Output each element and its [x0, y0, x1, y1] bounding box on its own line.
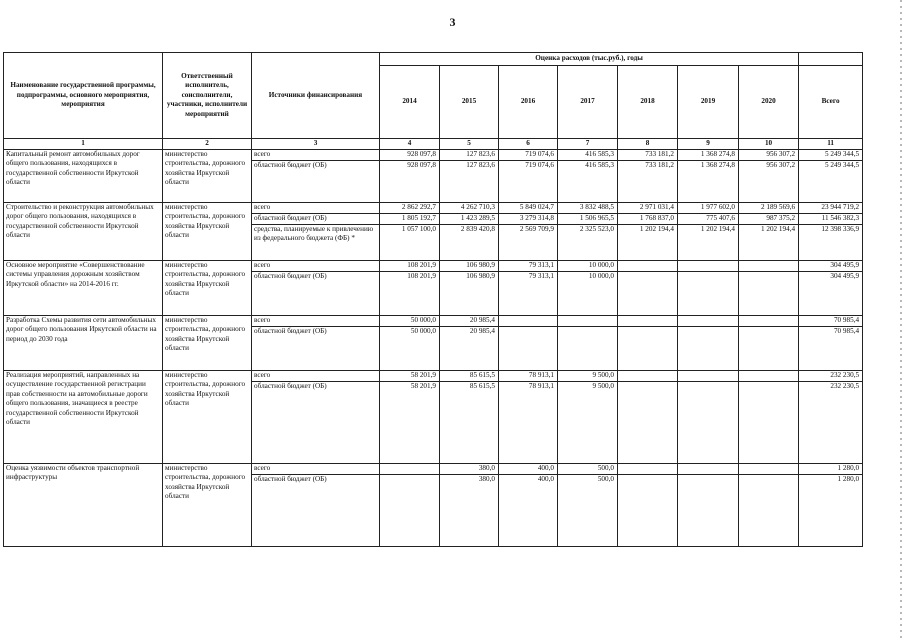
value-cell: 3 279 314,8 [499, 213, 558, 224]
column-number: 7 [558, 139, 618, 150]
value-cell [739, 463, 799, 474]
value-cell: 2 971 031,4 [618, 202, 678, 213]
header-year: 2015 [440, 66, 499, 139]
value-cell: 106 980,9 [440, 271, 499, 315]
total-cell: 5 249 344,5 [799, 160, 863, 202]
value-cell: 1 202 194,4 [618, 224, 678, 260]
total-cell: 304 495,9 [799, 260, 863, 271]
value-cell: 1 202 194,4 [678, 224, 739, 260]
value-cell [678, 326, 739, 370]
program-name: Разработка Схемы развития сети автомобильных дорог общего пользования Иркутской области на период до 2030 года [4, 315, 163, 370]
value-cell: 500,0 [558, 474, 618, 546]
header-year: 2017 [558, 66, 618, 139]
value-cell [380, 474, 440, 546]
responsible-executor: министерство строительства, дорожного хозяйства Иркутской области [163, 149, 252, 202]
value-cell: 79 313,1 [499, 260, 558, 271]
value-cell: 400,0 [499, 474, 558, 546]
program-name: Реализация мероприятий, направленных на осуществление государственной регистрации прав собственности на автомобильные дороги общего пользования, значащиеся в реестре государственной собственности Иркутской области [4, 370, 163, 463]
total-cell: 1 280,0 [799, 474, 863, 546]
value-cell [618, 260, 678, 271]
funding-source: областной бюджет (ОБ) [252, 381, 380, 463]
header-year: 2018 [618, 66, 678, 139]
column-number: 8 [618, 139, 678, 150]
funding-source: всего [252, 260, 380, 271]
value-cell: 2 325 523,0 [558, 224, 618, 260]
value-cell: 2 839 420,8 [440, 224, 499, 260]
header-year: 2020 [739, 66, 799, 139]
table-row [4, 260, 863, 271]
value-cell: 106 980,9 [440, 260, 499, 271]
value-cell: 380,0 [440, 463, 499, 474]
funding-source: всего [252, 370, 380, 381]
column-number: 11 [799, 139, 863, 150]
value-cell: 9 500,0 [558, 381, 618, 463]
value-cell: 78 913,1 [499, 370, 558, 381]
value-cell [618, 271, 678, 315]
table-row [4, 202, 863, 213]
value-cell: 380,0 [440, 474, 499, 546]
value-cell: 127 823,6 [440, 149, 499, 160]
responsible-executor: министерство строительства, дорожного хозяйства Иркутской области [163, 463, 252, 546]
value-cell: 78 913,1 [499, 381, 558, 463]
column-number: 3 [252, 139, 380, 150]
value-cell [678, 474, 739, 546]
total-cell: 11 546 382,3 [799, 213, 863, 224]
value-cell: 20 985,4 [440, 315, 499, 326]
value-cell [618, 463, 678, 474]
value-cell: 1 423 289,5 [440, 213, 499, 224]
value-cell [618, 326, 678, 370]
column-number: 9 [678, 139, 739, 150]
total-cell: 1 280,0 [799, 463, 863, 474]
value-cell: 85 615,5 [440, 381, 499, 463]
value-cell [739, 326, 799, 370]
value-cell [678, 463, 739, 474]
value-cell: 775 407,6 [678, 213, 739, 224]
value-cell: 500,0 [558, 463, 618, 474]
value-cell: 127 823,6 [440, 160, 499, 202]
total-cell: 5 249 344,5 [799, 149, 863, 160]
value-cell: 1 057 100,0 [380, 224, 440, 260]
value-cell [380, 463, 440, 474]
value-cell: 85 615,5 [440, 370, 499, 381]
value-cell [678, 260, 739, 271]
value-cell [499, 315, 558, 326]
responsible-executor: министерство строительства, дорожного хозяйства Иркутской области [163, 370, 252, 463]
value-cell: 1 368 274,8 [678, 160, 739, 202]
value-cell: 1 202 194,4 [739, 224, 799, 260]
header-year: 2019 [678, 66, 739, 139]
value-cell: 20 985,4 [440, 326, 499, 370]
value-cell: 1 977 602,0 [678, 202, 739, 213]
table-row [4, 463, 863, 474]
total-cell: 232 230,5 [799, 370, 863, 381]
responsible-executor: министерство строительства, дорожного хозяйства Иркутской области [163, 260, 252, 315]
value-cell: 1 805 192,7 [380, 213, 440, 224]
responsible-executor: министерство строительства, дорожного хозяйства Иркутской области [163, 315, 252, 370]
funding-source: всего [252, 149, 380, 160]
header-total: Всего [799, 66, 863, 139]
funding-source: всего [252, 315, 380, 326]
value-cell [618, 381, 678, 463]
value-cell: 928 097,8 [380, 160, 440, 202]
program-name: Строительство и реконструкция автомобильных дорог общего пользования, находящихся в государственной собственности Иркутской области [4, 202, 163, 260]
program-name: Основное мероприятие «Совершенствование системы управления дорожным хозяйством Иркутской области» на 2014-2016 гг. [4, 260, 163, 315]
value-cell [739, 381, 799, 463]
value-cell [499, 326, 558, 370]
table-row [4, 315, 863, 326]
column-number: 6 [499, 139, 558, 150]
value-cell [678, 370, 739, 381]
page-number: 3 [449, 15, 456, 29]
value-cell [618, 315, 678, 326]
value-cell [739, 271, 799, 315]
program-name: Капитальный ремонт автомобильных дорог общего пользования, находящихся в государственной собственности Иркутской области [4, 149, 163, 202]
total-cell: 232 230,5 [799, 381, 863, 463]
value-cell: 79 313,1 [499, 271, 558, 315]
value-cell: 50 000,0 [380, 315, 440, 326]
header-year: 2016 [499, 66, 558, 139]
value-cell: 1 368 274,8 [678, 149, 739, 160]
value-cell: 108 201,9 [380, 260, 440, 271]
value-cell: 956 307,2 [739, 160, 799, 202]
header-responsible: Ответственный исполнитель, соисполнители, участники, исполнители мероприятий [163, 53, 252, 139]
column-number: 1 [4, 139, 163, 150]
value-cell: 3 832 488,5 [558, 202, 618, 213]
funding-source: областной бюджет (ОБ) [252, 271, 380, 315]
responsible-executor: министерство строительства, дорожного хозяйства Иркутской области [163, 202, 252, 260]
value-cell [739, 370, 799, 381]
total-cell: 70 985,4 [799, 326, 863, 370]
value-cell: 4 262 710,3 [440, 202, 499, 213]
value-cell: 2 862 292,7 [380, 202, 440, 213]
scan-edge-artifact [900, 0, 902, 640]
value-cell: 1 768 837,0 [618, 213, 678, 224]
value-cell: 928 097,8 [380, 149, 440, 160]
value-cell: 1 506 965,5 [558, 213, 618, 224]
value-cell: 400,0 [499, 463, 558, 474]
total-cell: 304 495,9 [799, 271, 863, 315]
value-cell: 5 849 024,7 [499, 202, 558, 213]
total-cell: 23 944 719,2 [799, 202, 863, 213]
program-name: Оценка уязвимости объектов транспортной инфраструктуры [4, 463, 163, 546]
value-cell [558, 315, 618, 326]
value-cell [739, 474, 799, 546]
header-source: Источники финансирования [252, 53, 380, 139]
value-cell [739, 315, 799, 326]
value-cell [618, 370, 678, 381]
header-name: Наименование государственной программы, подпрограммы, основного мероприятия, мероприятия [4, 53, 163, 139]
funding-source: областной бюджет (ОБ) [252, 213, 380, 224]
value-cell: 987 375,2 [739, 213, 799, 224]
value-cell [678, 381, 739, 463]
value-cell: 108 201,9 [380, 271, 440, 315]
table-row [4, 149, 863, 160]
value-cell: 416 585,3 [558, 149, 618, 160]
value-cell: 58 201,9 [380, 370, 440, 381]
table-body [4, 149, 863, 546]
value-cell: 50 000,0 [380, 326, 440, 370]
value-cell: 2 189 569,6 [739, 202, 799, 213]
value-cell [739, 260, 799, 271]
value-cell: 58 201,9 [380, 381, 440, 463]
column-number: 5 [440, 139, 499, 150]
value-cell: 9 500,0 [558, 370, 618, 381]
column-number: 10 [739, 139, 799, 150]
column-number: 2 [163, 139, 252, 150]
value-cell [618, 474, 678, 546]
funding-source: средства, планируемые к привлечению из федерального бюджета (ФБ) * [252, 224, 380, 260]
total-cell: 12 398 336,9 [799, 224, 863, 260]
total-cell: 70 985,4 [799, 315, 863, 326]
expenditure-table [3, 52, 863, 547]
value-cell: 10 000,0 [558, 271, 618, 315]
table-row [4, 370, 863, 381]
header-year: 2014 [380, 66, 440, 139]
value-cell: 733 181,2 [618, 160, 678, 202]
funding-source: областной бюджет (ОБ) [252, 326, 380, 370]
value-cell: 10 000,0 [558, 260, 618, 271]
funding-source: областной бюджет (ОБ) [252, 474, 380, 546]
header-estimate: Оценка расходов (тыс.руб.), годы [380, 53, 799, 66]
value-cell: 956 307,2 [739, 149, 799, 160]
column-number: 4 [380, 139, 440, 150]
funding-source: всего [252, 463, 380, 474]
funding-source: всего [252, 202, 380, 213]
value-cell [558, 326, 618, 370]
value-cell: 719 074,6 [499, 160, 558, 202]
value-cell: 733 181,2 [618, 149, 678, 160]
value-cell [678, 271, 739, 315]
funding-source: областной бюджет (ОБ) [252, 160, 380, 202]
header-estimate-blank [799, 53, 863, 66]
value-cell: 416 585,3 [558, 160, 618, 202]
value-cell [678, 315, 739, 326]
value-cell: 2 569 709,9 [499, 224, 558, 260]
value-cell: 719 074,6 [499, 149, 558, 160]
